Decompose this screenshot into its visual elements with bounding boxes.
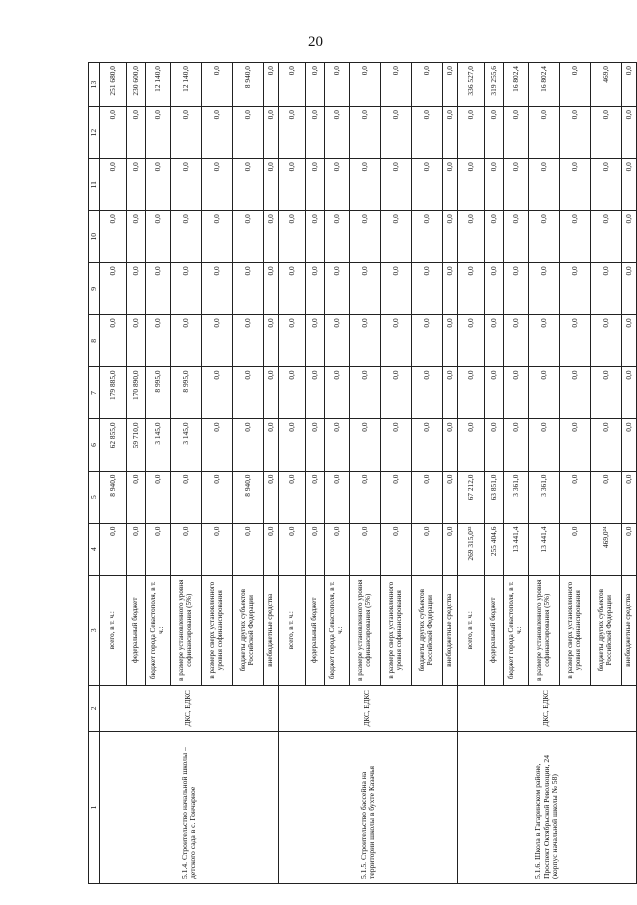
value-cell: 0,0	[264, 159, 279, 211]
funding-source-cell: в размере установленного уровня софинансирования (5%)	[350, 575, 381, 685]
value-cell: 0,0	[127, 263, 146, 315]
funding-source-cell: внебюджетные средства	[264, 575, 279, 685]
value-cell: 0,0	[350, 315, 381, 367]
value-cell: 0,0	[306, 107, 325, 159]
value-cell: 0,0	[560, 367, 591, 419]
value-cell: 0,0	[350, 211, 381, 263]
value-cell: 0,0	[100, 211, 127, 263]
value-cell: 0,0	[443, 523, 458, 575]
value-cell: 0,0	[529, 315, 560, 367]
value-cell: 0,0	[458, 315, 485, 367]
value-cell: 0,0	[458, 107, 485, 159]
table-row	[100, 63, 127, 884]
value-cell: 0,0	[279, 211, 306, 263]
column-number: 8	[89, 315, 100, 367]
value-cell: 319 255,6	[485, 63, 504, 107]
value-cell: 469,0	[591, 63, 622, 107]
value-cell: 0,0	[560, 471, 591, 523]
funding-source-cell: федеральный бюджет	[127, 575, 146, 685]
value-cell: 0,0	[325, 159, 350, 211]
value-cell: 0,0	[233, 107, 264, 159]
value-cell: 0,0	[529, 211, 560, 263]
column-number: 7	[89, 367, 100, 419]
value-cell: 8 995,0	[146, 367, 171, 419]
value-cell: 0,0	[485, 315, 504, 367]
value-cell: 0,0	[412, 367, 443, 419]
value-cell: 0,0	[412, 107, 443, 159]
value-cell: 251 680,0	[100, 63, 127, 107]
value-cell: 0,0	[146, 107, 171, 159]
value-cell: 3 145,0	[146, 419, 171, 471]
value-cell: 0,0	[127, 471, 146, 523]
value-cell: 230 600,0	[127, 63, 146, 107]
funding-source-cell: в размере установленного уровня софинансирования (5%)	[529, 575, 560, 685]
customer-cell: ДКС, ЕДКС	[100, 685, 279, 731]
value-cell: 0,0	[381, 315, 412, 367]
value-cell: 0,0	[325, 315, 350, 367]
value-cell: 0,0	[100, 523, 127, 575]
value-cell: 0,0	[381, 419, 412, 471]
value-cell: 0,0	[325, 367, 350, 419]
value-cell: 0,0	[504, 159, 529, 211]
value-cell: 0,0	[443, 315, 458, 367]
value-cell: 0,0	[202, 63, 233, 107]
value-cell: 0,0	[171, 159, 202, 211]
value-cell: 0,0	[560, 523, 591, 575]
value-cell: 0,0	[504, 419, 529, 471]
value-cell: 0,0	[485, 263, 504, 315]
value-cell: 0,0	[412, 159, 443, 211]
value-cell: 16 802,4	[529, 63, 560, 107]
value-cell: 0,0	[350, 367, 381, 419]
value-cell: 255 404,6	[485, 523, 504, 575]
value-cell: 0,0	[279, 367, 306, 419]
value-cell: 0,0	[146, 211, 171, 263]
table-container	[88, 62, 633, 884]
value-cell: 0,0	[350, 523, 381, 575]
value-cell: 0,0	[279, 63, 306, 107]
value-cell: 0,0	[622, 159, 637, 211]
value-cell: 0,0	[412, 315, 443, 367]
value-cell: 0,0	[350, 63, 381, 107]
value-cell: 0,0	[485, 159, 504, 211]
value-cell: 0,0	[100, 107, 127, 159]
value-cell: 0,0	[443, 63, 458, 107]
value-cell: 0,0	[560, 419, 591, 471]
value-cell: 0,0	[529, 107, 560, 159]
value-cell: 8 940,0	[233, 63, 264, 107]
funding-source-cell: бюджеты других субъектов Российской Федерации	[233, 575, 264, 685]
value-cell: 0,0	[325, 211, 350, 263]
column-number: 2	[89, 685, 100, 731]
funding-source-cell: в размере сверх установленного уровня софинансирования	[560, 575, 591, 685]
funding-source-cell: бюджет города Севастополя, в т. ч.:	[504, 575, 529, 685]
value-cell: 0,0	[412, 63, 443, 107]
value-cell: 0,0	[350, 419, 381, 471]
value-cell: 0,0	[127, 523, 146, 575]
value-cell: 469,0²⁴	[591, 523, 622, 575]
column-number: 1	[89, 731, 100, 883]
value-cell: 0,0	[146, 263, 171, 315]
value-cell: 0,0	[529, 263, 560, 315]
object-name-cell: 5.1.4. Строительство начальной школы – детского сада в с. Гончарное	[100, 731, 279, 883]
column-number: 5	[89, 471, 100, 523]
value-cell: 0,0	[412, 211, 443, 263]
value-cell: 3 361,0	[529, 471, 560, 523]
value-cell: 0,0	[560, 211, 591, 263]
value-cell: 0,0	[443, 419, 458, 471]
value-cell: 3 361,0	[504, 471, 529, 523]
value-cell: 0,0	[202, 211, 233, 263]
column-number: 6	[89, 419, 100, 471]
value-cell: 0,0	[504, 367, 529, 419]
value-cell: 0,0	[264, 523, 279, 575]
funding-source-cell: всего, в т. ч.:	[279, 575, 306, 685]
value-cell: 0,0	[591, 211, 622, 263]
value-cell: 0,0	[325, 63, 350, 107]
value-cell: 0,0	[381, 159, 412, 211]
value-cell: 0,0	[325, 523, 350, 575]
value-cell: 0,0	[560, 315, 591, 367]
value-cell: 0,0	[504, 211, 529, 263]
value-cell: 0,0	[381, 211, 412, 263]
funding-source-cell: внебюджетные средства	[443, 575, 458, 685]
value-cell: 0,0	[325, 263, 350, 315]
value-cell: 0,0	[233, 211, 264, 263]
value-cell: 0,0	[264, 367, 279, 419]
value-cell: 8 940,0	[100, 471, 127, 523]
value-cell: 0,0	[306, 159, 325, 211]
value-cell: 336 527,0	[458, 63, 485, 107]
value-cell: 0,0	[412, 471, 443, 523]
value-cell: 0,0	[485, 107, 504, 159]
value-cell: 0,0	[264, 107, 279, 159]
column-number: 13	[89, 63, 100, 107]
value-cell: 0,0	[306, 315, 325, 367]
value-cell: 0,0	[443, 211, 458, 263]
value-cell: 0,0	[325, 419, 350, 471]
value-cell: 0,0	[622, 471, 637, 523]
value-cell: 0,0	[279, 471, 306, 523]
value-cell: 0,0	[381, 523, 412, 575]
value-cell: 0,0	[412, 263, 443, 315]
value-cell: 8 995,0	[171, 367, 202, 419]
value-cell: 0,0	[622, 419, 637, 471]
value-cell: 0,0	[202, 315, 233, 367]
column-number: 3	[89, 575, 100, 685]
value-cell: 0,0	[202, 523, 233, 575]
value-cell: 0,0	[202, 471, 233, 523]
value-cell: 0,0	[306, 523, 325, 575]
value-cell: 0,0	[279, 159, 306, 211]
value-cell: 0,0	[127, 159, 146, 211]
value-cell: 0,0	[264, 471, 279, 523]
value-cell: 0,0	[458, 159, 485, 211]
value-cell: 0,0	[412, 523, 443, 575]
value-cell: 0,0	[560, 159, 591, 211]
value-cell: 0,0	[504, 315, 529, 367]
value-cell: 0,0	[264, 315, 279, 367]
value-cell: 0,0	[233, 419, 264, 471]
value-cell: 0,0	[591, 315, 622, 367]
value-cell: 0,0	[202, 159, 233, 211]
value-cell: 0,0	[529, 367, 560, 419]
value-cell: 0,0	[146, 523, 171, 575]
value-cell: 0,0	[264, 263, 279, 315]
value-cell: 0,0	[443, 367, 458, 419]
value-cell: 8 940,0	[233, 471, 264, 523]
page-number: 20	[308, 34, 323, 50]
value-cell: 0,0	[622, 367, 637, 419]
value-cell: 0,0	[325, 471, 350, 523]
value-cell: 59 710,0	[127, 419, 146, 471]
value-cell: 0,0	[381, 471, 412, 523]
value-cell: 0,0	[202, 263, 233, 315]
value-cell: 0,0	[202, 107, 233, 159]
column-number: 12	[89, 107, 100, 159]
value-cell: 0,0	[412, 419, 443, 471]
value-cell: 0,0	[529, 419, 560, 471]
value-cell: 0,0	[127, 315, 146, 367]
funding-source-cell: бюджет города Севастополя, в т. ч.:	[325, 575, 350, 685]
value-cell: 0,0	[350, 159, 381, 211]
value-cell: 12 140,0	[146, 63, 171, 107]
value-cell: 0,0	[458, 419, 485, 471]
value-cell: 0,0	[485, 367, 504, 419]
value-cell: 0,0	[504, 263, 529, 315]
value-cell: 0,0	[233, 159, 264, 211]
customer-cell: ДКС, ЕДКС	[279, 685, 458, 731]
column-number: 10	[89, 211, 100, 263]
value-cell: 63 851,0	[485, 471, 504, 523]
value-cell: 0,0	[306, 211, 325, 263]
value-cell: 0,0	[458, 263, 485, 315]
column-number-row	[89, 63, 100, 884]
value-cell: 0,0	[100, 315, 127, 367]
value-cell: 0,0	[171, 315, 202, 367]
value-cell: 0,0	[127, 211, 146, 263]
value-cell: 0,0	[591, 471, 622, 523]
column-number: 11	[89, 159, 100, 211]
value-cell: 0,0	[560, 107, 591, 159]
value-cell: 0,0	[279, 315, 306, 367]
funding-source-cell: федеральный бюджет	[485, 575, 504, 685]
column-number: 9	[89, 263, 100, 315]
value-cell: 0,0	[622, 107, 637, 159]
value-cell: 0,0	[443, 263, 458, 315]
value-cell: 62 855,0	[100, 419, 127, 471]
customer-cell: ДКС, ЕДКС	[458, 685, 637, 731]
value-cell: 0,0	[171, 471, 202, 523]
value-cell: 0,0	[443, 107, 458, 159]
value-cell: 0,0	[591, 159, 622, 211]
value-cell: 0,0	[233, 263, 264, 315]
value-cell: 0,0	[591, 263, 622, 315]
object-name-cell: 5.1.6. Школа в Гагаринском районе, Проспект Октябрьской Революции, 24 (корпус начальной школы № 58)	[458, 731, 637, 883]
value-cell: 0,0	[443, 159, 458, 211]
value-cell: 0,0	[279, 263, 306, 315]
value-cell: 0,0	[279, 107, 306, 159]
funding-source-cell: бюджеты других субъектов Российской Федерации	[591, 575, 622, 685]
value-cell: 0,0	[381, 367, 412, 419]
value-cell: 0,0	[264, 419, 279, 471]
budget-table	[88, 62, 637, 884]
funding-source-cell: в размере установленного уровня софинансирования (5%)	[171, 575, 202, 685]
table-row	[279, 63, 306, 884]
value-cell: 0,0	[146, 471, 171, 523]
value-cell: 0,0	[350, 471, 381, 523]
value-cell: 0,0	[202, 367, 233, 419]
value-cell: 0,0	[381, 263, 412, 315]
value-cell: 0,0	[202, 419, 233, 471]
value-cell: 0,0	[171, 107, 202, 159]
value-cell: 0,0	[504, 107, 529, 159]
value-cell: 0,0	[350, 263, 381, 315]
value-cell: 269 315,0²³	[458, 523, 485, 575]
value-cell: 170 890,0	[127, 367, 146, 419]
value-cell: 0,0	[100, 263, 127, 315]
value-cell: 0,0	[591, 107, 622, 159]
value-cell: 0,0	[306, 63, 325, 107]
value-cell: 0,0	[622, 211, 637, 263]
value-cell: 16 802,4	[504, 63, 529, 107]
funding-source-cell: в размере сверх установленного уровня софинансирования	[202, 575, 233, 685]
value-cell: 0,0	[146, 315, 171, 367]
value-cell: 0,0	[233, 315, 264, 367]
value-cell: 0,0	[171, 211, 202, 263]
value-cell: 0,0	[485, 419, 504, 471]
value-cell: 0,0	[306, 419, 325, 471]
value-cell: 0,0	[264, 63, 279, 107]
value-cell: 13 441,4	[504, 523, 529, 575]
value-cell: 0,0	[560, 263, 591, 315]
value-cell: 0,0	[485, 211, 504, 263]
value-cell: 0,0	[171, 263, 202, 315]
value-cell: 0,0	[622, 63, 637, 107]
value-cell: 0,0	[622, 263, 637, 315]
value-cell: 0,0	[279, 523, 306, 575]
funding-source-cell: бюджет города Севастополя, в т. ч.:	[146, 575, 171, 685]
funding-source-cell: в размере сверх установленного уровня софинансирования	[381, 575, 412, 685]
value-cell: 0,0	[591, 367, 622, 419]
funding-source-cell: бюджеты других субъектов Российской Федерации	[412, 575, 443, 685]
value-cell: 0,0	[591, 419, 622, 471]
value-cell: 0,0	[350, 107, 381, 159]
value-cell: 0,0	[622, 315, 637, 367]
value-cell: 12 140,0	[171, 63, 202, 107]
value-cell: 0,0	[306, 367, 325, 419]
value-cell: 0,0	[622, 523, 637, 575]
object-name-cell: 5.1.5. Строительство бассейна на территории школы в бухте Казачья	[279, 731, 458, 883]
column-number: 4	[89, 523, 100, 575]
value-cell: 0,0	[127, 107, 146, 159]
value-cell: 179 885,0	[100, 367, 127, 419]
value-cell: 0,0	[325, 107, 350, 159]
funding-source-cell: всего, в т. ч.:	[100, 575, 127, 685]
funding-source-cell: внебюджетные средства	[622, 575, 637, 685]
value-cell: 0,0	[233, 367, 264, 419]
value-cell: 0,0	[100, 159, 127, 211]
value-cell: 0,0	[279, 419, 306, 471]
value-cell: 0,0	[233, 523, 264, 575]
value-cell: 0,0	[264, 211, 279, 263]
value-cell: 3 145,0	[171, 419, 202, 471]
value-cell: 0,0	[146, 159, 171, 211]
value-cell: 0,0	[560, 63, 591, 107]
value-cell: 0,0	[529, 159, 560, 211]
value-cell: 67 212,0	[458, 471, 485, 523]
value-cell: 0,0	[458, 367, 485, 419]
value-cell: 0,0	[171, 523, 202, 575]
value-cell: 13 441,4	[529, 523, 560, 575]
value-cell: 0,0	[381, 63, 412, 107]
funding-source-cell: федеральный бюджет	[306, 575, 325, 685]
table-row	[458, 63, 485, 884]
value-cell: 0,0	[458, 211, 485, 263]
funding-source-cell: всего, в т. ч.:	[458, 575, 485, 685]
value-cell: 0,0	[443, 471, 458, 523]
value-cell: 0,0	[306, 471, 325, 523]
value-cell: 0,0	[306, 263, 325, 315]
value-cell: 0,0	[381, 107, 412, 159]
